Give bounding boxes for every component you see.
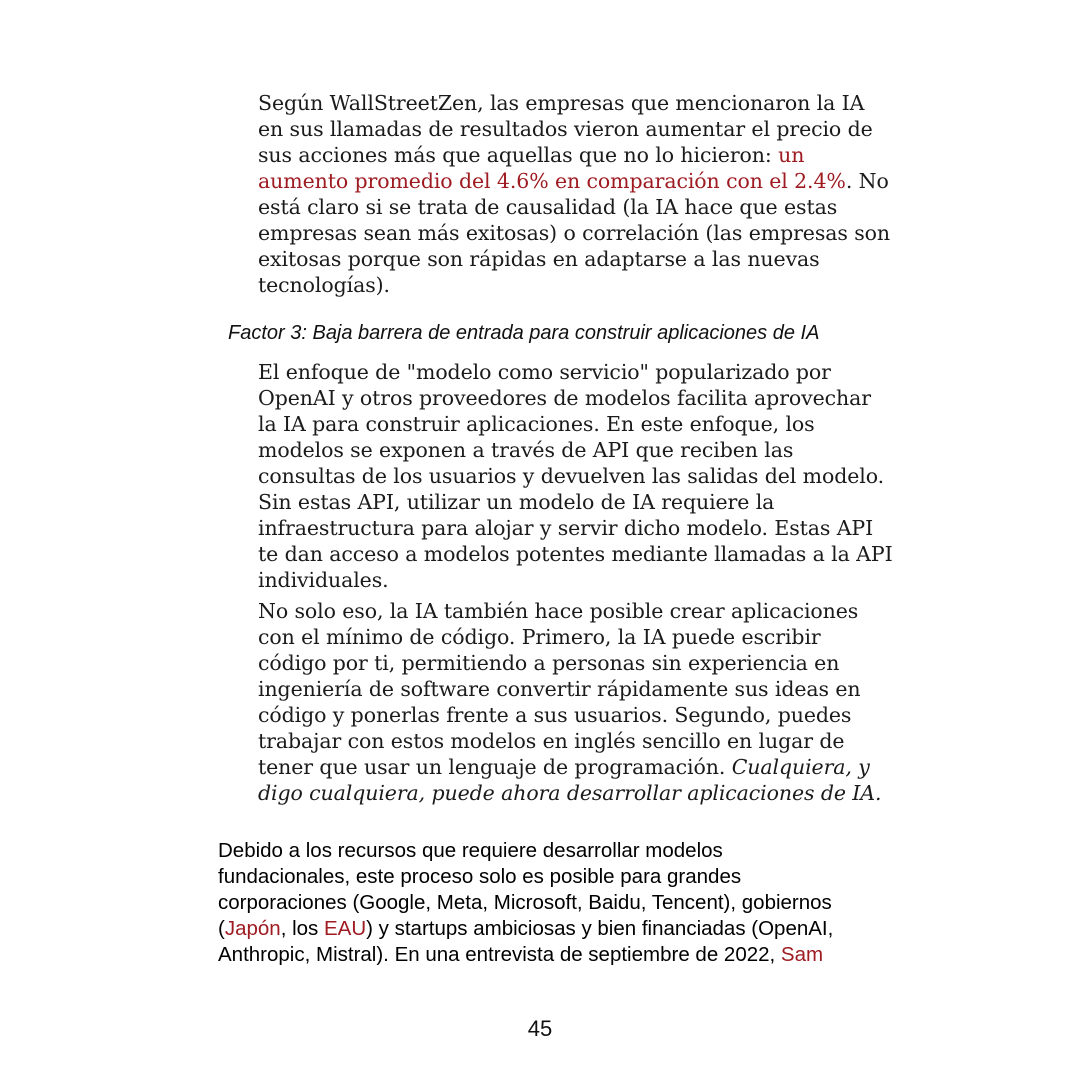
text-run: individuales. [258,568,389,592]
text-run: exitosas porque son rápidas en adaptarse a las nuevas [258,247,820,271]
text-run: sus acciones más que aquellas que no lo hicieron: [258,143,779,167]
text-run: te dan acceso a modelos potentes mediante llamadas a la API [258,542,893,566]
text-run: corporaciones (Google, Meta, Microsoft, Baidu, Tencent), gobiernos [218,891,832,914]
paragraph-minimal-code [258,598,881,806]
text-line [258,541,893,567]
text-run: digo cualquiera, puede ahora desarrollar aplicaciones de IA. [258,781,882,805]
text-line [258,728,881,754]
text-line [258,142,890,168]
text-line [258,598,881,624]
text-run: Según WallStreetZen, las empresas que mencionaron la IA [258,91,865,115]
text-run: Cualquiera, y [731,755,870,779]
text-line [258,437,893,463]
text-line [218,942,833,968]
text-line [258,754,881,780]
inline-link[interactable]: Japón [224,917,281,940]
text-line [258,220,890,246]
paragraph-model-as-a-service [258,359,893,593]
text-line [258,624,881,650]
text-run: ) y startups ambiciosas y bien financiadas (OpenAI, [366,917,834,940]
text-line [258,246,890,272]
text-line [218,916,833,942]
text-run: código y ponerlas frente a sus usuarios. Segundo, puedes [258,703,852,727]
text-line [258,650,881,676]
text-run: código por ti, permitiendo a personas sin experiencia en [258,651,840,675]
paragraph-foundational-models [218,838,833,968]
text-run: tecnologías). [258,273,390,297]
text-run: la IA para construir aplicaciones. En este enfoque, los [258,412,815,436]
text-line [258,385,893,411]
text-run: ingeniería de software convertir rápidamente sus ideas en [258,677,861,701]
text-run: , los [280,917,324,940]
inline-link[interactable]: Sam [780,943,824,966]
text-line [258,702,881,728]
text-run: OpenAI y otros proveedores de modelos facilita aprovechar [258,386,871,410]
text-run: . No [845,169,889,193]
text-run: ( [218,917,225,940]
inline-link[interactable]: un [778,143,805,167]
text-run: consultas de los usuarios y devuelven las salidas del modelo. [258,464,885,488]
text-line [258,489,893,515]
text-line [258,780,881,806]
text-run: con el mínimo de código. Primero, la IA puede escribir [258,625,821,649]
text-run: infraestructura para alojar y servir dicho modelo. Estas API [258,516,874,540]
text-run: trabajar con estos modelos en inglés sencillo en lugar de [258,729,845,753]
text-run: Debido a los recursos que requiere desarrollar modelos [218,839,723,862]
text-run: en sus llamadas de resultados vieron aumentar el precio de [258,117,873,141]
text-run: fundacionales, este proceso solo es posible para grandes [218,865,742,888]
text-run: El enfoque de "modelo como servicio" popularizado por [258,360,831,384]
text-run: Sin estas API, utilizar un modelo de IA requiere la [258,490,775,514]
text-run: empresas sean más exitosas) o correlación (las empresas son [258,221,890,245]
text-line [258,272,890,298]
text-run: está claro si se trata de causalidad (la IA hace que estas [258,195,838,219]
text-line [258,676,881,702]
text-line [258,411,893,437]
text-line [218,890,833,916]
text-line [258,567,893,593]
text-run: tener que usar un lenguaje de programación. [258,755,732,779]
text-line [258,463,893,489]
text-line [218,864,833,890]
text-line [258,515,893,541]
text-run: modelos se exponen a través de API que reciben las [258,438,794,462]
text-line [258,90,890,116]
text-line [218,838,833,864]
section-heading-factor-3: Factor 3: Baja barrera de entrada para construir aplicaciones de IA [228,322,820,344]
text-line [258,194,890,220]
page-number: 45 [527,1016,553,1041]
paragraph-wallstreetzen [258,90,890,298]
text-line [258,116,890,142]
text-run: Anthropic, Mistral). En una entrevista de septiembre de 2022, [218,943,781,966]
text-line [258,168,890,194]
inline-link[interactable]: aumento promedio del 4.6% en comparación con el 2.4% [258,169,846,193]
text-line [258,359,893,385]
inline-link[interactable]: EAU [323,917,367,940]
text-run: No solo eso, la IA también hace posible crear aplicaciones [258,599,859,623]
